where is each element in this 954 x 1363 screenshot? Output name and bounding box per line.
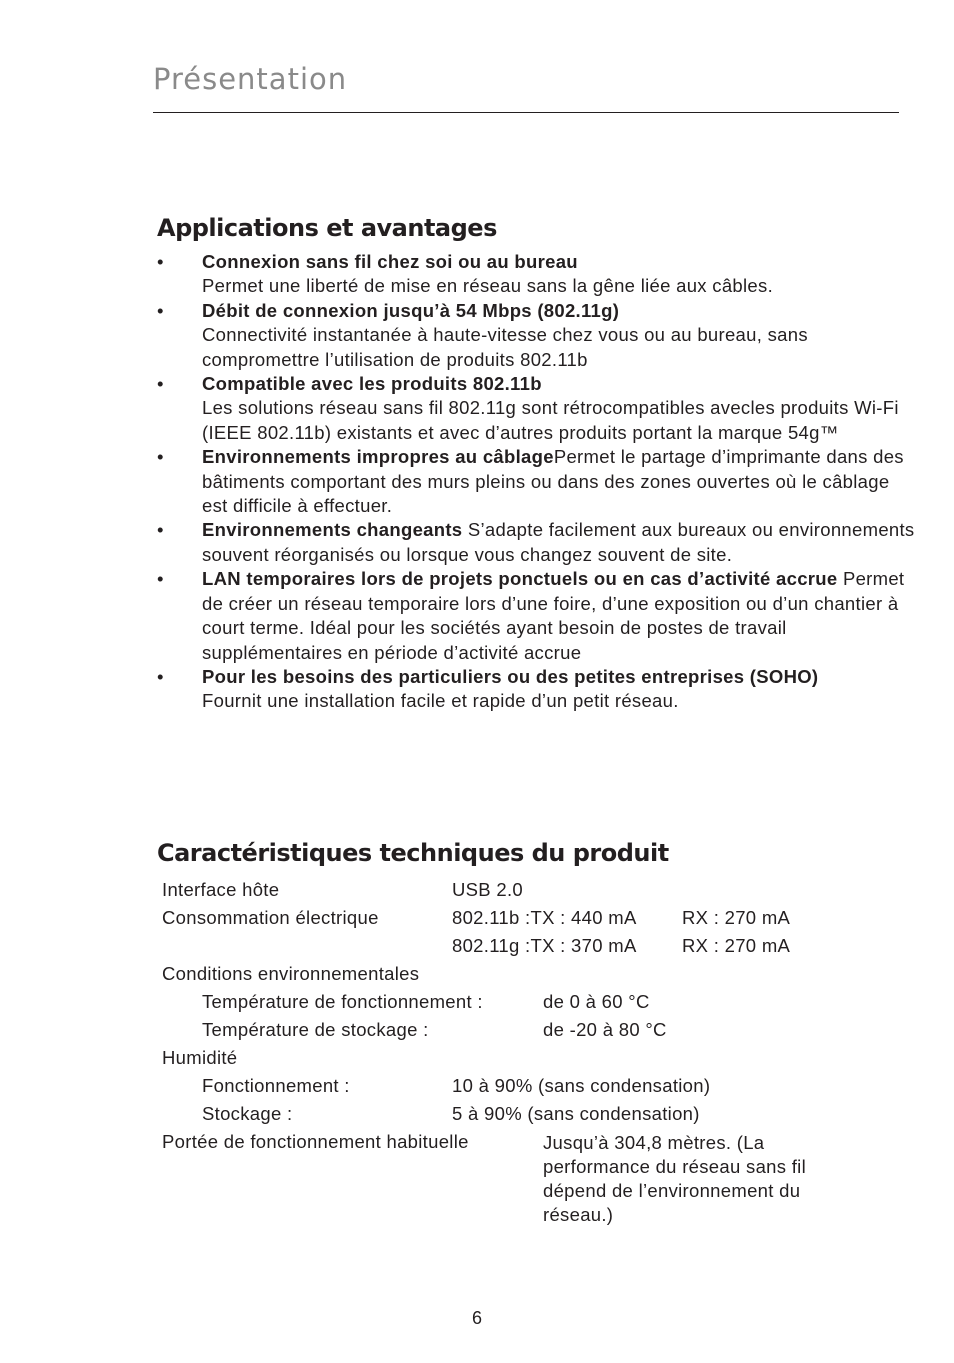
item-description: Connectivité instantanée à haute-vitesse chez vous ou au bureau, sans compromettre l’utilisation de produits 802.11b: [202, 324, 808, 370]
bullet-icon: •: [157, 299, 164, 321]
bullet-icon: •: [157, 251, 164, 272]
bullet-icon: •: [157, 373, 164, 395]
spec-label: Consommation électrique: [162, 907, 379, 928]
spec-value: RX : 270 mA: [682, 935, 791, 956]
spec-value: de 0 à 60 °C: [543, 991, 650, 1012]
spec-value: 802.11b :TX : 440 mA: [452, 907, 637, 928]
list-item: [157, 665, 917, 714]
item-title: Environnements impropres au câblage: [202, 446, 554, 468]
bullet-icon: •: [157, 519, 164, 541]
spec-label: Stockage :: [202, 1103, 293, 1124]
page-number: 6: [471, 1308, 482, 1328]
item-title: Pour les besoins des particuliers ou des petites entreprises (SOHO): [202, 665, 819, 687]
applications-list: [157, 250, 917, 714]
item-title: Environnements changeants: [202, 519, 463, 541]
spec-value: Jusqu’à 304,8 mètres. (La performance du réseau sans fil dépend de l’environnement du réseau.): [543, 1132, 806, 1225]
list-item: [157, 299, 917, 372]
spec-value: RX : 270 mA: [682, 907, 791, 928]
list-item: [157, 372, 917, 445]
item-description: Les solutions réseau sans fil 802.11g sont rétrocompatibles avecles produits Wi-Fi (IEEE 802.11b) existants et avec d’autres produits portant la marque 54g™: [202, 397, 899, 443]
bullet-icon: •: [157, 568, 164, 590]
spec-value: de -20 à 80 °C: [543, 1019, 667, 1040]
item-title: Débit de connexion jusqu’à 54 Mbps (802.11g): [202, 299, 620, 321]
item-description: Permet une liberté de mise en réseau sans la gêne liée aux câbles.: [202, 275, 774, 297]
list-item: [157, 250, 917, 299]
spec-label: Interface hôte: [162, 879, 280, 900]
item-description: Permet le partage d’imprimante dans des bâtiments comportant des murs pleins ou dans des zones ouvertes où le câblage est difficile à effectuer.: [202, 446, 904, 517]
list-item: [157, 445, 917, 518]
applications-heading: Applications et avantages: [157, 214, 497, 242]
spec-label: Conditions environnementales: [162, 963, 420, 984]
header-divider: [153, 112, 899, 113]
spec-label: Portée de fonctionnement habituelle: [162, 1131, 469, 1152]
spec-value: 5 à 90% (sans condensation): [452, 1103, 700, 1124]
bullet-icon: •: [157, 446, 164, 468]
spec-value: 802.11g :TX : 370 mA: [452, 935, 637, 956]
item-description: Permet de créer un réseau temporaire lors d’une foire, d’une exposition ou d’un chantier à court terme. Idéal pour les sociétés ayant besoin de postes de travail supplémentaires en période d’activité accrue: [202, 568, 905, 663]
page-header-title: Présentation: [153, 62, 348, 96]
item-title: Compatible avec les produits 802.11b: [202, 373, 542, 395]
spec-value: USB 2.0: [452, 879, 523, 900]
list-item: [157, 518, 917, 567]
item-description: Fournit une installation facile et rapide d’un petit réseau.: [202, 690, 679, 712]
spec-label: Fonctionnement :: [202, 1075, 350, 1096]
spec-label: Température de fonctionnement :: [202, 991, 483, 1012]
spec-label: Température de stockage :: [202, 1019, 429, 1040]
specs-heading: Caractéristiques techniques du produit: [157, 839, 669, 867]
item-description: S’adapte facilement aux bureaux ou environnements souvent réorganisés ou lorsque vous changez souvent de site.: [202, 519, 915, 565]
bullet-icon: •: [157, 665, 164, 687]
item-title: Connexion sans fil chez soi ou au bureau: [202, 251, 578, 272]
spec-label: Humidité: [162, 1047, 238, 1068]
list-item: [157, 567, 917, 665]
spec-value: 10 à 90% (sans condensation): [452, 1075, 711, 1096]
item-title: LAN temporaires lors de projets ponctuels ou en cas d’activité accrue: [202, 568, 838, 590]
